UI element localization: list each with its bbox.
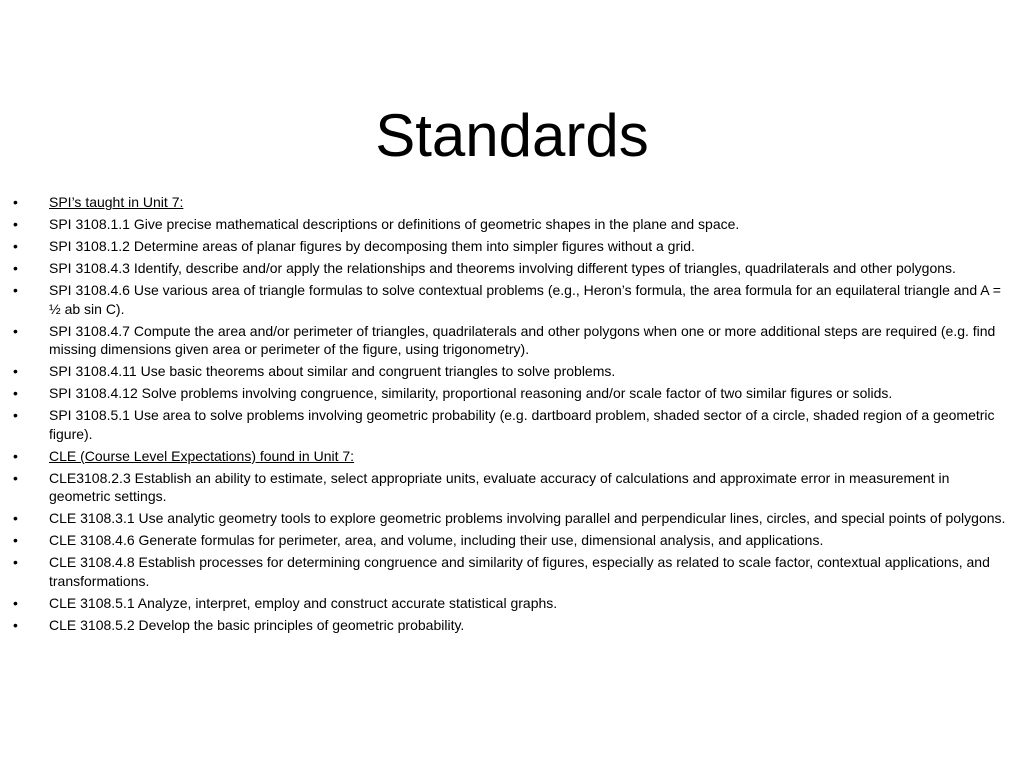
bullet-icon: •: [13, 510, 18, 527]
standard-text: CLE 3108.5.1 Analyze, interpret, employ and construct accurate statistical graphs.: [49, 594, 558, 611]
standard-text: SPI 3108.4.6 Use various area of triangle formulas to solve contextual problems (e.g., Heron’s formula, the area formula for an equilateral triangle and A = ½ ab sin C).: [49, 281, 1001, 317]
standard-item: [13, 259, 1008, 278]
standard-item: [13, 362, 1008, 381]
standard-item: [13, 322, 1008, 359]
section-heading-text: CLE (Course Level Expectations) found in Unit 7:: [49, 447, 355, 464]
bullet-icon: •: [13, 554, 18, 571]
standards-bullet-list: [13, 193, 1008, 638]
standard-text: SPI 3108.4.7 Compute the area and/or perimeter of triangles, quadrilaterals and other polygons when one or more additional steps are required (e.g. find missing dimensions given area or perimeter of the figure, using trigonometry).: [49, 322, 996, 358]
bullet-icon: •: [13, 194, 18, 210]
standard-text: CLE3108.2.3 Establish an ability to estimate, select appropriate units, evaluate accuracy of calculations and approximate error in measurement in geometric settings.: [49, 469, 950, 505]
standard-item: [13, 237, 1008, 256]
bullet-icon: •: [13, 385, 18, 402]
bullet-icon: •: [13, 532, 18, 549]
standard-item: [13, 594, 1008, 613]
standard-text: SPI 3108.1.1 Give precise mathematical descriptions or definitions of geometric shapes in the plane and space.: [49, 215, 740, 232]
standard-text: SPI 3108.5.1 Use area to solve problems involving geometric probability (e.g. dartboard problem, shaded sector of a circle, shaded region of a geometric figure).: [49, 407, 995, 442]
bullet-icon: •: [13, 215, 18, 232]
bullet-icon: •: [13, 616, 18, 633]
standard-text: SPI 3108.4.3 Identify, describe and/or apply the relationships and theorems involving different types of triangles, quadrilaterals and other polygons.: [49, 259, 956, 276]
bullet-icon: •: [13, 363, 18, 380]
slide-title: Standards: [375, 102, 649, 169]
standard-text: CLE 3108.3.1 Use analytic geometry tools to explore geometric problems involving parallel and perpendicular lines, circles, and special points of polygons.: [49, 510, 1006, 527]
bullet-icon: •: [13, 281, 18, 298]
standard-item: [13, 406, 1008, 443]
bullet-icon: •: [13, 322, 18, 339]
standard-item: [13, 553, 1008, 590]
section-heading-text: SPI’s taught in Unit 7:: [49, 194, 184, 210]
bullet-icon: •: [13, 237, 18, 254]
standard-text: SPI 3108.4.11 Use basic theorems about similar and congruent triangles to solve problems.: [49, 363, 616, 380]
standard-text: SPI 3108.1.2 Determine areas of planar figures by decomposing them into simpler figures without a grid.: [49, 237, 695, 254]
standard-item: [13, 215, 1008, 234]
section-heading-item: [13, 193, 1008, 212]
standard-text: CLE 3108.5.2 Develop the basic principles of geometric probability.: [49, 616, 465, 633]
standard-text: CLE 3108.4.6 Generate formulas for perimeter, area, and volume, including their use, dimensional analysis, and applications.: [49, 532, 824, 549]
standard-item: [13, 384, 1008, 403]
bullet-icon: •: [13, 594, 18, 611]
bullet-icon: •: [13, 469, 18, 486]
bullet-icon: •: [13, 447, 18, 464]
standard-item: [13, 469, 1008, 506]
standard-item: [13, 509, 1008, 528]
bullet-icon: •: [13, 407, 18, 424]
section-heading-item: [13, 447, 1008, 466]
standard-text: SPI 3108.4.12 Solve problems involving congruence, similarity, proportional reasoning and/or scale factor of two similar figures or solids.: [49, 385, 893, 402]
standard-item: [13, 531, 1008, 550]
standard-item: [13, 281, 1008, 318]
standard-text: CLE 3108.4.8 Establish processes for determining congruence and similarity of figures, especially as related to scale factor, contextual applications, and transformations.: [49, 554, 990, 589]
standard-item: [13, 616, 1008, 635]
bullet-icon: •: [13, 259, 18, 276]
